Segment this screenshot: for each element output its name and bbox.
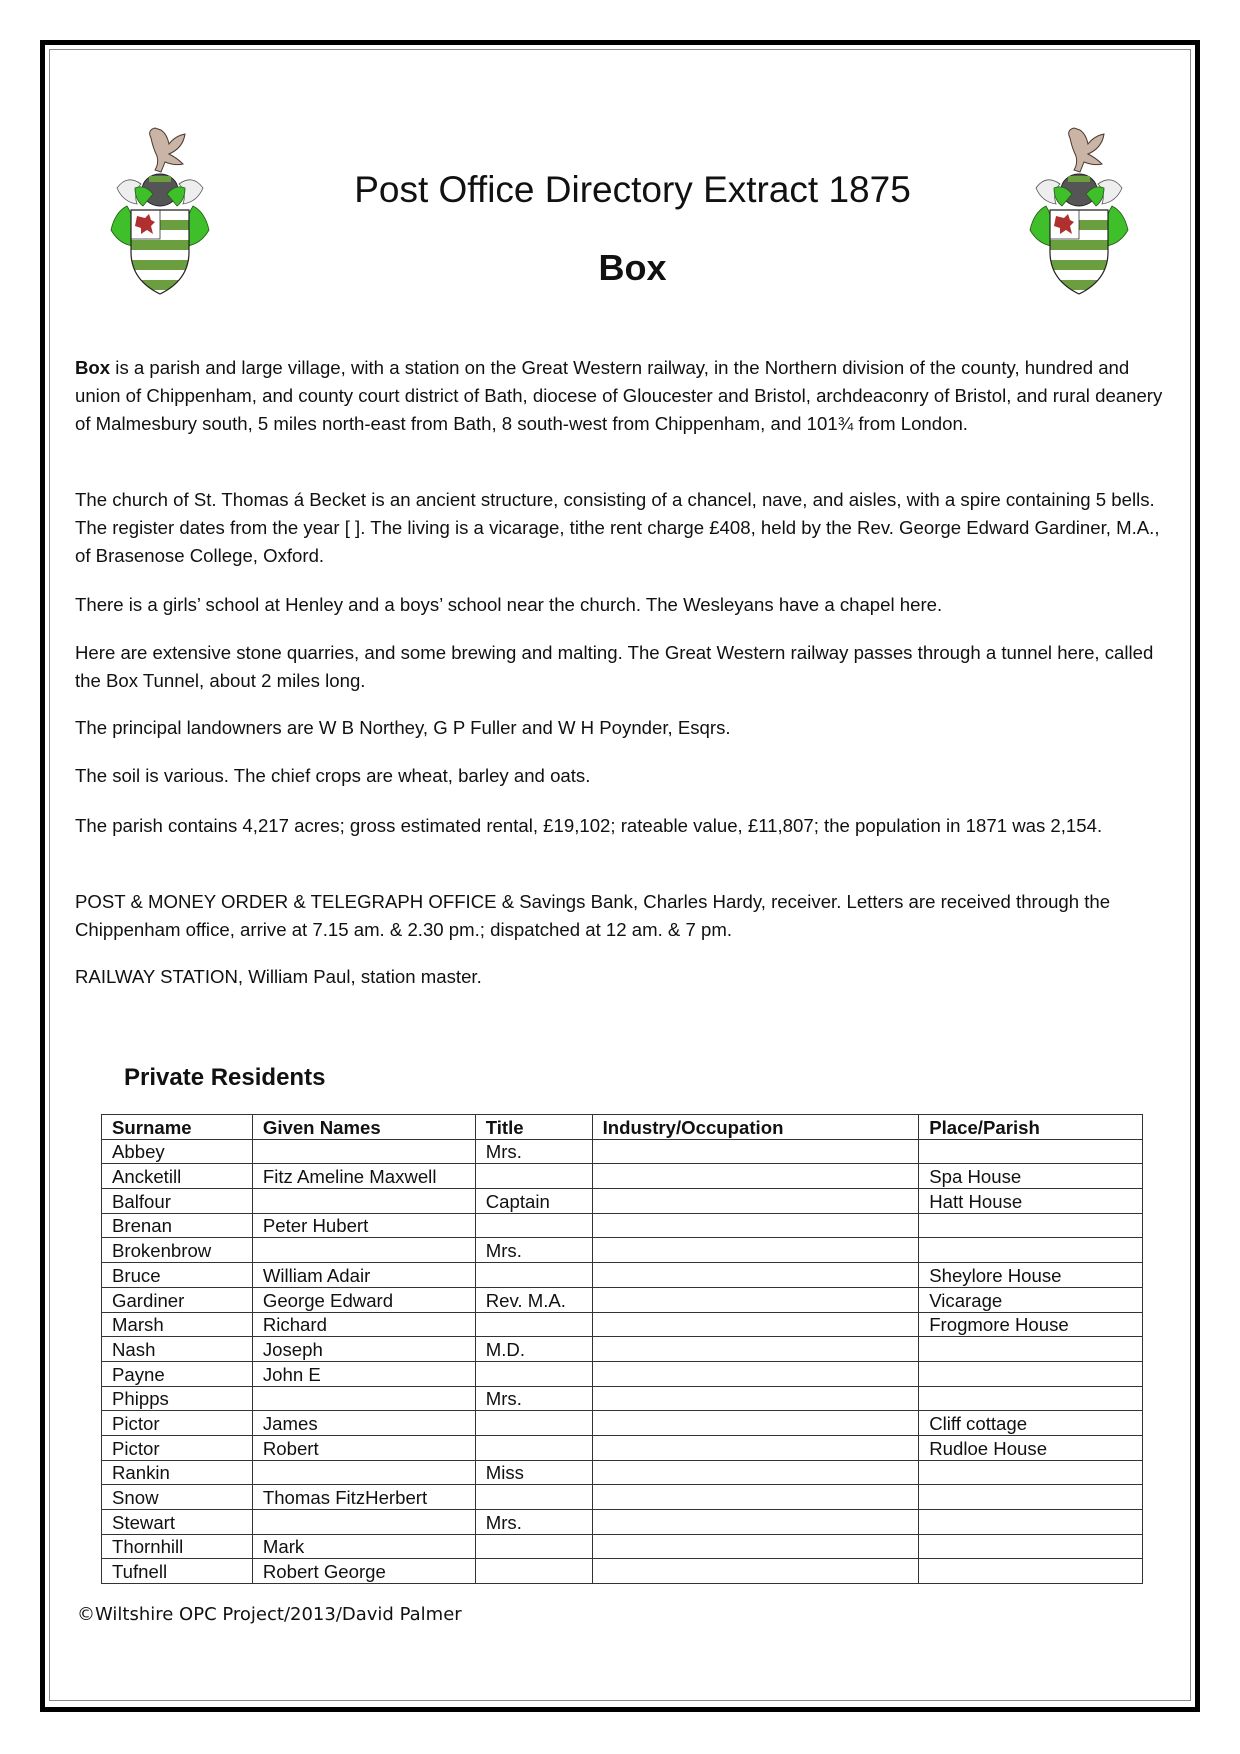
title-cell <box>475 1534 592 1559</box>
given-names-cell: Peter Hubert <box>252 1213 475 1238</box>
surname-cell: Marsh <box>102 1312 253 1337</box>
post-office-paragraph: POST & MONEY ORDER & TELEGRAPH OFFICE & Savings Bank, Charles Hardy, receiver. Letters are received through the Chippenham office, arrive at 7.15 am. & 2.30 pm.; dispatched at 12 am. & 7 pm. <box>75 891 1111 940</box>
table-row <box>102 1435 1143 1460</box>
surname-cell: Brokenbrow <box>102 1238 253 1263</box>
occupation-cell <box>592 1435 919 1460</box>
column-header-occupation: Industry/Occupation <box>592 1115 919 1140</box>
table-row <box>102 1510 1143 1535</box>
title-cell <box>475 1435 592 1460</box>
surname-cell: Tufnell <box>102 1559 253 1584</box>
surname-cell: Rankin <box>102 1460 253 1485</box>
residents-table <box>101 1114 1143 1584</box>
occupation-cell <box>592 1164 919 1189</box>
given-names-cell <box>252 1460 475 1485</box>
occupation-cell <box>592 1559 919 1584</box>
table-row <box>102 1534 1143 1559</box>
place-cell <box>919 1559 1143 1584</box>
title-cell: Rev. M.A. <box>475 1287 592 1312</box>
occupation-cell <box>592 1411 919 1436</box>
occupation-cell <box>592 1386 919 1411</box>
given-names-cell <box>252 1510 475 1535</box>
place-cell <box>919 1534 1143 1559</box>
surname-cell: Phipps <box>102 1386 253 1411</box>
title-cell <box>475 1213 592 1238</box>
place-cell: Frogmore House <box>919 1312 1143 1337</box>
given-names-cell <box>252 1139 475 1164</box>
given-names-cell: George Edward <box>252 1287 475 1312</box>
table-row <box>102 1460 1143 1485</box>
place-cell: Cliff cottage <box>919 1411 1143 1436</box>
church-paragraph: The church of St. Thomas á Becket is an ancient structure, consisting of a chancel, nave, and aisles, with a spire containing 5 bells. The register dates from the year [ ]. The living is a vicarage, tithe rent charge £408, held by the Rev. George Edward Gardiner, M.A., of Brasenose College, Oxford. <box>75 489 1160 566</box>
table-header-row <box>102 1115 1143 1140</box>
place-cell <box>919 1337 1143 1362</box>
surname-cell: Balfour <box>102 1189 253 1214</box>
occupation-cell <box>592 1263 919 1288</box>
table-row <box>102 1559 1143 1584</box>
title-cell <box>475 1312 592 1337</box>
place-cell: Rudloe House <box>919 1435 1143 1460</box>
table-row <box>102 1485 1143 1510</box>
given-names-cell <box>252 1189 475 1214</box>
title-cell <box>475 1411 592 1436</box>
title-cell <box>475 1263 592 1288</box>
railway-station-paragraph: RAILWAY STATION, William Paul, station master. <box>75 966 482 987</box>
occupation-cell <box>592 1337 919 1362</box>
occupation-cell <box>592 1460 919 1485</box>
place-cell <box>919 1460 1143 1485</box>
title-cell: Captain <box>475 1189 592 1214</box>
place-cell <box>919 1386 1143 1411</box>
given-names-cell: Joseph <box>252 1337 475 1362</box>
title-cell: M.D. <box>475 1337 592 1362</box>
column-header-surname: Surname <box>102 1115 253 1140</box>
landowners-paragraph: The principal landowners are W B Northey, G P Fuller and W H Poynder, Esqrs. <box>75 717 731 738</box>
surname-cell: Brenan <box>102 1213 253 1238</box>
title-cell: Mrs. <box>475 1238 592 1263</box>
given-names-cell: William Adair <box>252 1263 475 1288</box>
given-names-cell: Robert George <box>252 1559 475 1584</box>
table-row <box>102 1337 1143 1362</box>
surname-cell: Payne <box>102 1361 253 1386</box>
table-row <box>102 1263 1143 1288</box>
table-row <box>102 1312 1143 1337</box>
title-cell: Miss <box>475 1460 592 1485</box>
surname-cell: Abbey <box>102 1139 253 1164</box>
place-cell <box>919 1485 1143 1510</box>
intro-text: is a parish and large village, with a station on the Great Western railway, in the Northern division of the county, hundred and union of Chippenham, and county court district of Bath, diocese of Gloucester and Bristol, archdeaconry of Bristol, and rural deanery of Malmesbury south, 5 miles north-east from Bath, 8 south-west from Chippenham, and 101¾ from London. <box>75 357 1163 434</box>
occupation-cell <box>592 1189 919 1214</box>
occupation-cell <box>592 1361 919 1386</box>
occupation-cell <box>592 1287 919 1312</box>
given-names-cell: Fitz Ameline Maxwell <box>252 1164 475 1189</box>
table-row <box>102 1139 1143 1164</box>
intro-paragraph <box>75 354 1170 438</box>
place-name-bold: Box <box>75 357 111 378</box>
surname-cell: Pictor <box>102 1411 253 1436</box>
column-header-title: Title <box>475 1115 592 1140</box>
title-cell <box>475 1164 592 1189</box>
surname-cell: Gardiner <box>102 1287 253 1312</box>
occupation-cell <box>592 1485 919 1510</box>
given-names-cell: Robert <box>252 1435 475 1460</box>
place-name-heading: Box <box>598 246 667 288</box>
table-row <box>102 1411 1143 1436</box>
given-names-cell <box>252 1386 475 1411</box>
surname-cell: Stewart <box>102 1510 253 1535</box>
table-row <box>102 1213 1143 1238</box>
table-row <box>102 1238 1143 1263</box>
place-cell <box>919 1238 1143 1263</box>
column-header-given-names: Given Names <box>252 1115 475 1140</box>
occupation-cell <box>592 1510 919 1535</box>
place-cell: Spa House <box>919 1164 1143 1189</box>
column-header-place: Place/Parish <box>919 1115 1143 1140</box>
given-names-cell: Richard <box>252 1312 475 1337</box>
title-cell <box>475 1361 592 1386</box>
occupation-cell <box>592 1312 919 1337</box>
title-cell: Mrs. <box>475 1386 592 1411</box>
place-cell <box>919 1213 1143 1238</box>
given-names-cell: Mark <box>252 1534 475 1559</box>
table-row <box>102 1287 1143 1312</box>
place-cell <box>919 1510 1143 1535</box>
surname-cell: Thornhill <box>102 1534 253 1559</box>
page-title: Post Office Directory Extract 1875 <box>354 168 911 210</box>
surname-cell: Ancketill <box>102 1164 253 1189</box>
given-names-cell: Thomas FitzHerbert <box>252 1485 475 1510</box>
quarries-paragraph: Here are extensive stone quarries, and some brewing and malting. The Great Western railway passes through a tunnel here, called the Box Tunnel, about 2 miles long. <box>75 642 1154 691</box>
place-cell: Vicarage <box>919 1287 1143 1312</box>
soil-paragraph: The soil is various. The chief crops are wheat, barley and oats. <box>75 765 591 786</box>
occupation-cell <box>592 1534 919 1559</box>
place-cell <box>919 1361 1143 1386</box>
given-names-cell: John E <box>252 1361 475 1386</box>
title-cell <box>475 1485 592 1510</box>
surname-cell: Snow <box>102 1485 253 1510</box>
table-row <box>102 1386 1143 1411</box>
title-cell: Mrs. <box>475 1510 592 1535</box>
table-row <box>102 1361 1143 1386</box>
occupation-cell <box>592 1238 919 1263</box>
private-residents-heading: Private Residents <box>124 1064 326 1091</box>
place-cell <box>919 1139 1143 1164</box>
given-names-cell <box>252 1238 475 1263</box>
surname-cell: Bruce <box>102 1263 253 1288</box>
statistics-paragraph: The parish contains 4,217 acres; gross estimated rental, £19,102; rateable value, £11,807; the population in 1871 was 2,154. <box>75 815 1103 836</box>
place-cell: Sheylore House <box>919 1263 1143 1288</box>
title-cell <box>475 1559 592 1584</box>
table-row <box>102 1164 1143 1189</box>
schools-paragraph: There is a girls’ school at Henley and a boys’ school near the church. The Wesleyans have a chapel here. <box>75 594 943 615</box>
given-names-cell: James <box>252 1411 475 1436</box>
place-cell: Hatt House <box>919 1189 1143 1214</box>
table-row <box>102 1189 1143 1214</box>
occupation-cell <box>592 1139 919 1164</box>
occupation-cell <box>592 1213 919 1238</box>
title-cell: Mrs. <box>475 1139 592 1164</box>
surname-cell: Pictor <box>102 1435 253 1460</box>
copyright-footer: ©Wiltshire OPC Project/2013/David Palmer <box>77 1604 462 1625</box>
surname-cell: Nash <box>102 1337 253 1362</box>
